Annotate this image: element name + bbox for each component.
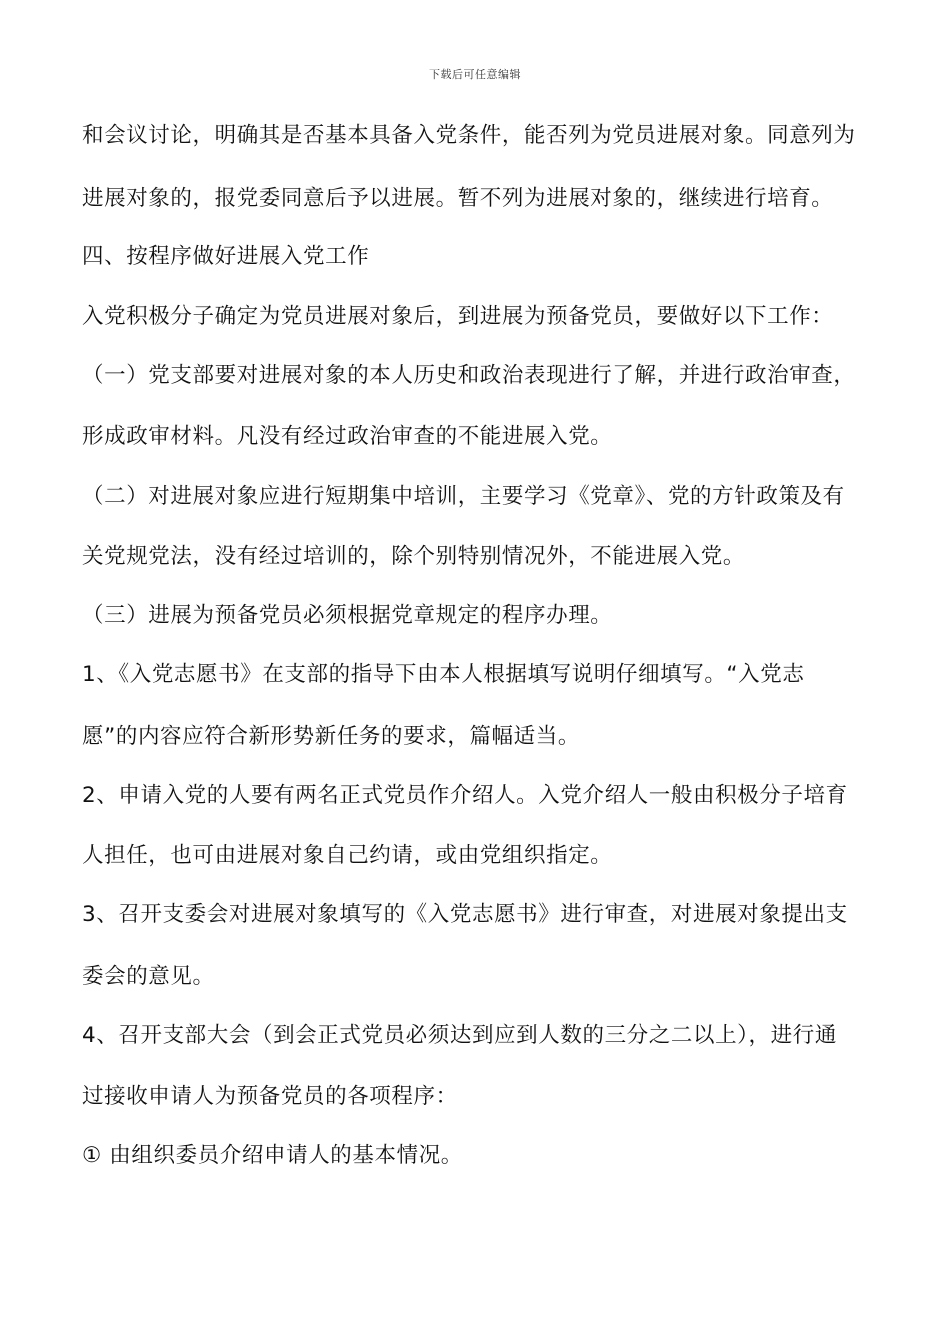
paragraph-line: 人担任，也可由进展对象自己约请，或由党组织指定。 [82, 843, 613, 868]
page-header: 下载后可任意编辑 [429, 68, 521, 81]
paragraph-line: 3、召开支委会对进展对象填写的《入党志愿书》进行审查，对进展对象提出支 [82, 902, 848, 927]
paragraph-line: 委会的意见。 [82, 964, 215, 989]
paragraph-line: 进展对象的，报党委同意后予以进展。暂不列为进展对象的，继续进行培育。 [82, 186, 834, 211]
paragraph-line: （三）进展为预备党员必须根据党章规定的程序办理。 [82, 603, 613, 628]
paragraph-line: （一）党支部要对进展对象的本人历史和政治表现进行了解，并进行政治审查， [82, 363, 856, 388]
paragraph-line: ① 由组织委员介绍申请人的基本情况。 [82, 1143, 463, 1168]
paragraph-line: 关党规党法，没有经过培训的，除个别特别情况外，不能进展入党。 [82, 544, 746, 569]
paragraph-line: （二）对进展对象应进行短期集中培训，主要学习《党章》、党的方针政策及有 [82, 484, 845, 509]
paragraph-line: 和会议讨论，明确其是否基本具备入党条件，能否列为党员进展对象。同意列为 [82, 123, 856, 148]
paragraph-line: 入党积极分子确定为党员进展对象后，到进展为预备党员，要做好以下工作： [82, 304, 834, 329]
paragraph-line: 愿”的内容应符合新形势新任务的要求，篇幅适当。 [82, 724, 580, 749]
section-heading: 四、按程序做好进展入党工作 [82, 244, 370, 269]
paragraph-line: 1、《入党志愿书》在支部的指导下由本人根据填写说明仔细填写。“入党志 [82, 662, 805, 687]
paragraph-line: 过接收申请人为预备党员的各项程序： [82, 1084, 458, 1109]
paragraph-line: 2、申请入党的人要有两名正式党员作介绍人。入党介绍人一般由积极分子培育 [82, 783, 848, 808]
paragraph-line: 形成政审材料。凡没有经过政治审查的不能进展入党。 [82, 424, 613, 449]
paragraph-line: 4、召开支部大会（到会正式党员必须达到应到人数的三分之二以上），进行通 [82, 1023, 837, 1048]
